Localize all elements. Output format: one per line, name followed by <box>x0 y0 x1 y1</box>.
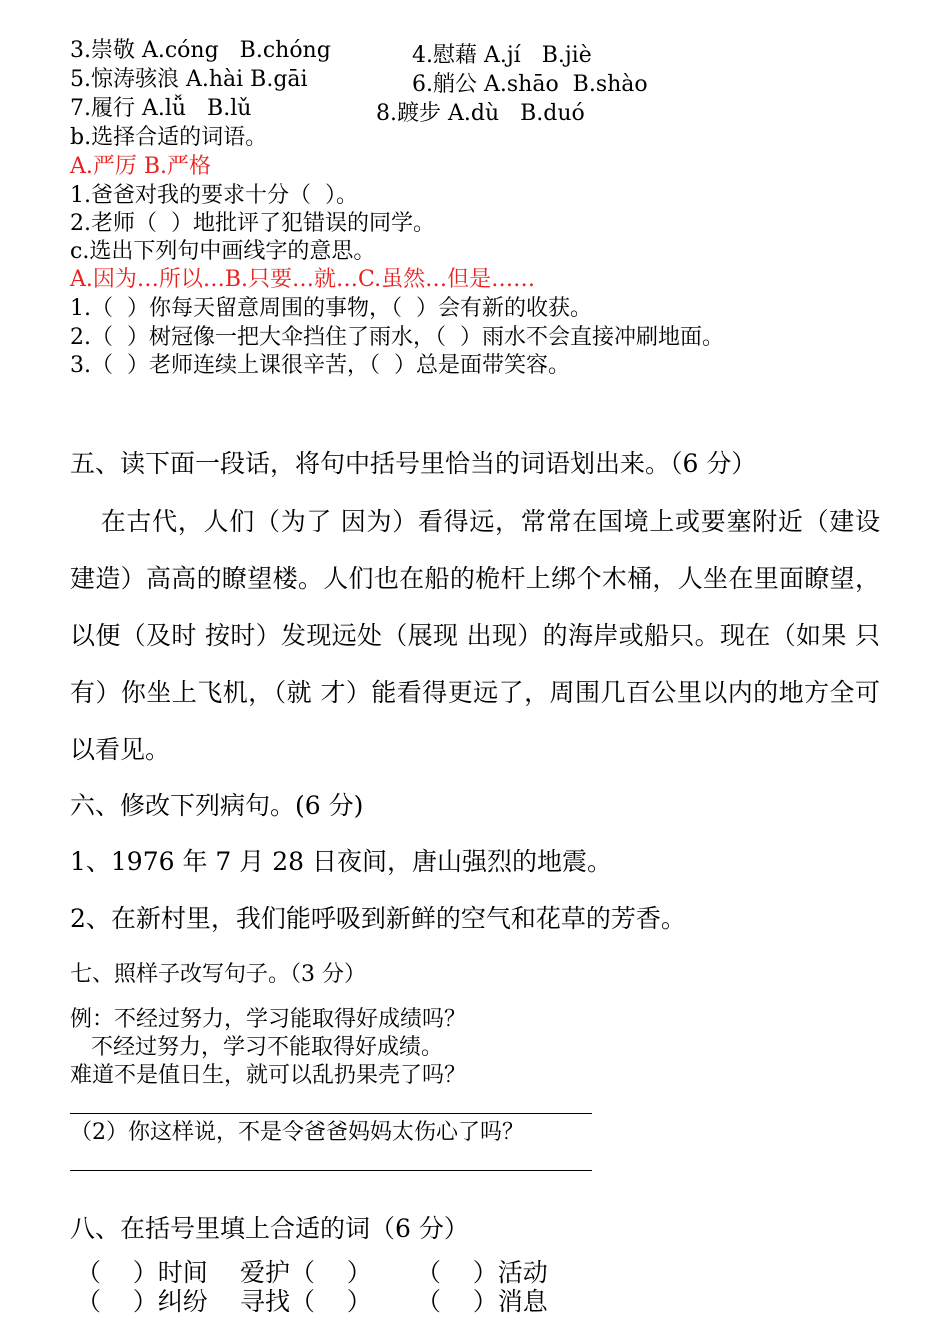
section8-title: 八、在括号里填上合适的词（6 分） <box>70 1214 469 1243</box>
section8-item-r1c2: 爱护（ ） <box>240 1258 372 1287</box>
pinyin-q6: 6.艄公 A.shāo B.shào <box>412 72 648 97</box>
part-c-heading: c.选出下列句中画线字的意思。 <box>70 239 376 264</box>
answer-line-1[interactable] <box>70 1113 592 1114</box>
pinyin-q8: 8.踱步 A.dù B.duó <box>376 101 585 126</box>
section5-paragraph: 在古代，人们（为了 因为）看得远，常常在国境上或要塞附近（建设 建造）高高的瞭望楼。人们也在船的桅杆上绑个木桶，人坐在里面瞭望，以便（及时 按时）发现远处（展现 出现）的海岸或船只。现在（如果 只有）你坐上飞机，（就 才）能看得更远了，周围几百公里以内的地方全可以看见。 <box>70 507 880 764</box>
answer-line-2[interactable] <box>70 1170 592 1171</box>
pinyin-q7: 7.履行 A.lǚ B.lǔ <box>70 96 252 121</box>
section6-question-2: 2、在新村里，我们能呼吸到新鲜的空气和花草的芳香。 <box>70 904 686 933</box>
part-b-options: A.严厉 B.严格 <box>70 154 212 179</box>
section7-title: 七、照样子改写句子。（3 分） <box>70 962 366 987</box>
part-c-options: A.因为…所以…B.只要…就…C.虽然…但是…… <box>70 267 536 292</box>
section5-title: 五、读下面一段话，将句中括号里恰当的词语划出来。（6 分） <box>70 449 757 478</box>
pinyin-q5: 5.惊涛骇浪 A.hài B.gāi <box>70 67 308 92</box>
section5-paragraph-block <box>70 493 880 778</box>
part-b-heading: b.选择合适的词语。 <box>70 125 268 150</box>
section6-question-1: 1、1976 年 7 月 28 日夜间，唐山强烈的地震。 <box>70 847 612 876</box>
part-c-question-3: 3.（ ）老师连续上课很辛苦，（ ）总是面带笑容。 <box>70 353 570 378</box>
section8-item-r2c1: （ ）纠纷 <box>76 1287 208 1316</box>
part-b-question-1: 1.爸爸对我的要求十分（ ）。 <box>70 183 358 208</box>
pinyin-q3: 3.崇敬 A.cóng B.chóng <box>70 38 331 63</box>
part-c-question-1: 1.（ ）你每天留意周围的事物，（ ）会有新的收获。 <box>70 296 592 321</box>
section7-example-answer: 不经过努力，学习不能取得好成绩。 <box>70 1035 443 1060</box>
section7-question-2: （2）你这样说，不是令爸爸妈妈太伤心了吗？ <box>70 1120 524 1145</box>
section8-item-r2c2: 寻找（ ） <box>240 1287 372 1316</box>
section8-item-r1c1: （ ）时间 <box>76 1258 208 1287</box>
section7-question-1: 难道不是值日生，就可以乱扔果壳了吗？ <box>70 1063 467 1088</box>
part-b-question-2: 2.老师（ ）地批评了犯错误的同学。 <box>70 211 435 236</box>
part-c-question-2: 2.（ ）树冠像一把大伞挡住了雨水，（ ）雨水不会直接冲刷地面。 <box>70 325 724 350</box>
section8-item-r2c3: （ ）消息 <box>416 1287 548 1316</box>
section8-item-r1c3: （ ）活动 <box>416 1258 548 1287</box>
pinyin-q4: 4.慰藉 A.jí B.jiè <box>412 43 592 68</box>
section7-example-question: 例：不经过努力，学习能取得好成绩吗？ <box>70 1007 467 1032</box>
section6-title: 六、修改下列病句。(6 分) <box>70 791 364 820</box>
